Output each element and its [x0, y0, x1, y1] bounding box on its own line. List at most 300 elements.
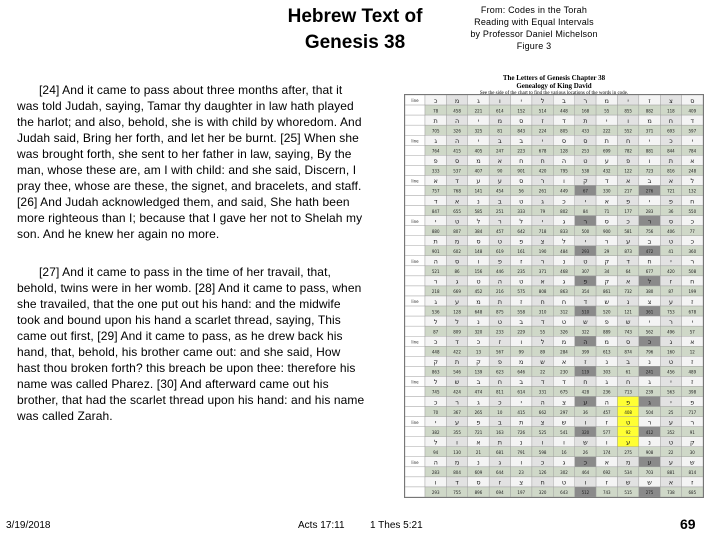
grid-cell-letter: י	[648, 197, 651, 206]
grid-cell-letter: ל	[540, 96, 545, 105]
grid-row-label: line	[411, 299, 419, 305]
grid-cell-letter: א	[433, 177, 438, 186]
grid-cell-letter: ל	[562, 237, 566, 246]
grid-cell-letter: צ	[647, 297, 652, 306]
grid-cell-number: 283	[431, 470, 440, 476]
grid-cell-letter: ל	[690, 177, 695, 186]
grid-cell-number: 408	[624, 409, 632, 415]
grid-cell-letter: א	[604, 197, 609, 206]
grid-cell-number: 567	[496, 349, 504, 355]
grid-cell-letter: ה	[540, 398, 545, 407]
grid-cell-letter: ל	[433, 378, 438, 387]
grid-cell-letter: ג	[562, 458, 566, 467]
grid-cell-number: 811	[496, 389, 504, 395]
grid-cell-letter: ח	[583, 378, 588, 387]
grid-cell-letter: י	[584, 237, 587, 246]
grid-row-label-cell	[405, 226, 425, 236]
grid-cell-number: 177	[624, 208, 632, 214]
grid-cell-number: 36	[668, 208, 674, 214]
grid-cell-letter: ג	[605, 378, 609, 387]
grid-cell-number: 802	[560, 208, 568, 214]
grid-cell-letter: ר	[583, 96, 588, 105]
grid-cell-letter: ס	[583, 137, 588, 146]
grid-cell-letter: ד	[690, 116, 695, 125]
grid-cell-letter: ב	[626, 358, 631, 367]
footer-date: 3/19/2018	[6, 520, 51, 531]
grid-cell-letter: ש	[454, 378, 460, 387]
grid-cell-letter: ח	[690, 197, 695, 206]
grid-cell-number: 163	[496, 429, 504, 435]
grid-cell-letter: ג	[455, 277, 459, 286]
grid-cell-number: 428	[581, 389, 590, 395]
grid-row-label-cell	[405, 266, 425, 276]
grid-cell-number: 303	[602, 369, 611, 375]
letter-grid	[405, 95, 703, 497]
grid-cell-letter: ה	[454, 116, 460, 125]
grid-cell-number: 30	[689, 449, 695, 455]
grid-cell-number: 360	[688, 248, 697, 254]
grid-cell-letter: ו	[648, 157, 651, 166]
slide-title	[250, 4, 460, 56]
grid-cell-letter: ד	[562, 116, 566, 125]
grid-cell-letter: ר	[540, 177, 545, 186]
grid-cell-number: 581	[624, 228, 632, 234]
grid-cell-letter: י	[520, 96, 522, 105]
grid-cell-number: 863	[431, 369, 440, 375]
grid-cell-letter: ז	[605, 478, 608, 487]
grid-cell-letter: ד	[455, 478, 459, 487]
grid-cell-number: 405	[474, 148, 483, 154]
grid-cell-number: 89	[540, 349, 546, 355]
grid-cell-letter: כ	[433, 96, 438, 105]
grid-cell-number: 721	[667, 188, 675, 194]
grid-row-label-cell	[405, 115, 425, 125]
grid-cell-letter: ה	[454, 137, 460, 146]
grid-cell-number: 161	[517, 248, 526, 254]
grid-cell-number: 10	[497, 409, 503, 415]
grid-cell-letter: ח	[690, 277, 695, 286]
grid-cell-number: 796	[645, 349, 654, 355]
grid-cell-letter: פ	[497, 257, 502, 266]
grid-cell-number: 552	[624, 128, 632, 134]
grid-cell-letter: ז	[605, 418, 608, 427]
grid-cell-letter: ע	[583, 398, 588, 407]
grid-cell-letter: צ	[519, 478, 524, 487]
grid-cell-number: 87	[433, 329, 439, 335]
grid-cell-letter: ר	[540, 257, 545, 266]
grid-cell-letter: ו	[520, 458, 523, 467]
grid-cell-number: 330	[602, 188, 611, 194]
grid-cell-letter: ת	[604, 137, 609, 146]
grid-cell-letter: א	[690, 157, 695, 166]
grid-cell-letter: ו	[605, 438, 608, 447]
grid-cell-number: 22	[668, 449, 674, 455]
grid-cell-letter: ב	[476, 378, 481, 387]
grid-cell-letter: ל	[519, 217, 524, 226]
grid-cell-letter: ה	[433, 458, 438, 467]
grid-cell-number: 302	[560, 470, 568, 476]
grid-cell-letter: ז	[498, 338, 501, 347]
grid-cell-letter: י	[670, 398, 672, 407]
grid-cell-letter: ר	[583, 217, 588, 226]
grid-cell-number: 472	[645, 248, 654, 254]
grid-cell-number: 901	[517, 168, 526, 174]
grid-cell-number: 489	[688, 369, 697, 375]
grid-cell-number: 141	[474, 188, 483, 194]
hebrew-letter-grid-figure	[404, 94, 704, 498]
grid-cell-number: 160	[667, 349, 675, 355]
grid-cell-number: 609	[474, 470, 483, 476]
grid-cell-number: 456	[667, 369, 675, 375]
grid-cell-number: 415	[453, 148, 461, 154]
grid-cell-letter: כ	[540, 458, 545, 467]
grid-cell-number: 847	[431, 208, 440, 214]
grid-cell-letter: י	[434, 217, 437, 226]
grid-cell-number: 217	[624, 188, 632, 194]
grid-cell-number: 536	[431, 309, 440, 315]
figure-heading-line: The Letters of Genesis Chapter 38	[502, 74, 606, 82]
grid-cell-number: 717	[688, 409, 697, 415]
grid-cell-number: 721	[474, 429, 483, 435]
grid-cell-number: 738	[667, 490, 675, 496]
grid-cell-letter: ט	[561, 478, 567, 487]
grid-cell-letter: ע	[455, 418, 460, 427]
grid-cell-letter: א	[668, 478, 674, 487]
grid-cell-number: 139	[474, 369, 483, 375]
grid-cell-letter: ל	[647, 277, 652, 286]
grid-cell-number: 562	[645, 329, 654, 335]
grid-cell-letter: י	[648, 137, 651, 146]
grid-cell-number: 782	[624, 148, 632, 154]
grid-cell-number: 861	[602, 289, 611, 295]
grid-cell-letter: ט	[497, 237, 502, 246]
grid-cell-number: 452	[474, 289, 483, 295]
grid-row-label: line	[411, 419, 419, 425]
grid-cell-number: 642	[517, 228, 526, 234]
grid-cell-number: 34	[604, 269, 610, 275]
grid-cell-number: 433	[581, 128, 590, 134]
grid-cell-letter: ב	[647, 177, 652, 186]
grid-cell-letter: כ	[690, 237, 695, 246]
grid-cell-number: 541	[560, 429, 568, 435]
grid-cell-letter: פ	[668, 197, 673, 206]
grid-cell-number: 598	[538, 449, 547, 455]
grid-cell-letter: פ	[626, 197, 631, 206]
grid-cell-number: 230	[560, 369, 568, 375]
grid-cell-letter: נ	[626, 297, 630, 306]
grid-row-label-cell	[405, 437, 425, 447]
grid-cell-letter: ז	[691, 478, 694, 487]
grid-cell-number: 87	[668, 289, 674, 295]
grid-cell-letter: ג	[434, 137, 438, 146]
grid-cell-number: 420	[538, 168, 547, 174]
grid-cell-letter: ו	[627, 116, 630, 125]
grid-cell-number: 67	[582, 188, 588, 194]
grid-cell-number: 575	[517, 289, 526, 295]
grid-cell-letter: י	[434, 418, 437, 427]
grid-cell-letter: ח	[540, 478, 545, 487]
grid-cell-number: 382	[431, 429, 440, 435]
page-number: 69	[680, 516, 696, 532]
grid-cell-number: 148	[474, 248, 483, 254]
grid-cell-letter: י	[691, 137, 694, 146]
grid-cell-number: 525	[538, 429, 547, 435]
grid-cell-number: 128	[453, 309, 461, 315]
grid-cell-letter: ר	[455, 398, 459, 407]
grid-cell-number: 454	[496, 188, 504, 194]
grid-cell-letter: ב	[647, 237, 652, 246]
grid-cell-number: 784	[688, 148, 697, 154]
grid-cell-letter: ז	[691, 378, 694, 387]
grid-row-label-cell	[405, 316, 425, 326]
grid-cell-letter: ז	[584, 358, 587, 367]
grid-cell-number: 235	[517, 269, 526, 275]
grid-cell-number: 882	[645, 108, 654, 114]
grid-cell-letter: נ	[648, 438, 651, 447]
grid-cell-number: 57	[689, 329, 695, 335]
grid-cell-number: 646	[517, 369, 526, 375]
grid-cell-number: 833	[560, 228, 568, 234]
grid-cell-number: 508	[688, 269, 697, 275]
grid-cell-number: 354	[581, 289, 590, 295]
grid-cell-letter: ט	[626, 418, 631, 427]
grid-cell-letter: ו	[563, 438, 565, 447]
grid-cell-letter: ל	[433, 317, 438, 326]
grid-cell-letter: ד	[455, 177, 459, 186]
grid-cell-letter: ד	[604, 177, 609, 186]
grid-cell-letter: ר	[647, 418, 652, 427]
grid-row-label: line	[411, 460, 419, 466]
grid-cell-letter: ז	[498, 478, 501, 487]
grid-cell-number: 662	[538, 409, 547, 415]
grid-cell-number: 558	[517, 309, 526, 315]
grid-cell-number: 156	[474, 269, 483, 275]
grid-cell-letter: ח	[626, 378, 631, 387]
grid-cell-letter: ק	[689, 438, 695, 447]
source-line: From: Codes in the Torah	[480, 5, 588, 15]
grid-cell-number: 500	[581, 228, 590, 234]
grid-cell-letter: ע	[476, 177, 481, 186]
grid-cell-number: 190	[538, 248, 547, 254]
grid-cell-number: 55	[604, 108, 610, 114]
grid-row-label-cell	[405, 236, 425, 246]
grid-cell-number: 36	[582, 409, 588, 415]
grid-cell-letter: ק	[583, 177, 588, 186]
grid-cell-letter: ח	[540, 297, 545, 306]
grid-cell-letter: נ	[519, 438, 523, 447]
grid-row-label-cell	[405, 427, 425, 437]
grid-cell-number: 814	[688, 470, 697, 476]
grid-cell-letter: ד	[562, 378, 566, 387]
grid-cell-number: 229	[517, 329, 526, 335]
grid-cell-number: 844	[667, 148, 675, 154]
grid-cell-letter: ס	[454, 157, 460, 166]
grid-cell-number: 261	[538, 188, 547, 194]
grid-cell-number: 23	[518, 470, 524, 476]
scripture-paragraph-2: [27] And it came to pass in the time of her travail, that, behold, twins were in her womb. [28] And it came to pass, when she travailed, that the one put out his hand: and the midwife took and bound upon his hand a scarlet thread, saying, This came out first, [29] And it came to pass, as he drew back his hand, that, behold, his brother came out: and she said, How hast thou broken forth? this breach be upon thee: therefore his name was called Pharez. [30] And afterward came out his brother, that had the scarlet thread upon his hand: and his name was called Zarah.	[17, 265, 365, 423]
grid-cell-letter: פ	[583, 277, 588, 286]
grid-cell-number: 757	[431, 188, 440, 194]
grid-cell-number: 275	[624, 449, 632, 455]
grid-cell-number: 678	[538, 148, 547, 154]
grid-cell-letter: י	[648, 317, 651, 326]
grid-cell-number: 223	[517, 148, 526, 154]
grid-cell-letter: ו	[584, 418, 587, 427]
grid-cell-letter: ז	[520, 257, 523, 266]
grid-cell-letter: י	[541, 217, 544, 226]
grid-cell-number: 99	[518, 349, 524, 355]
source-line: Figure 3	[516, 41, 552, 51]
grid-cell-letter: ו	[456, 438, 458, 447]
grid-cell-letter: ז	[669, 277, 673, 286]
grid-row-label: line	[411, 138, 419, 144]
grid-cell-letter: פ	[604, 317, 609, 326]
grid-cell-letter: ש	[625, 478, 631, 487]
grid-cell-number: 648	[474, 309, 483, 315]
source-line: by Professor Daniel Michelson	[470, 29, 598, 39]
grid-cell-number: 745	[431, 389, 440, 395]
grid-cell-letter: ש	[561, 418, 567, 427]
grid-cell-number: 685	[688, 490, 697, 496]
grid-cell-number: 367	[453, 409, 461, 415]
figure-heading-line: Genealogy of King David	[516, 82, 592, 90]
grid-cell-number: 415	[517, 409, 526, 415]
grid-cell-letter: ק	[604, 257, 610, 266]
grid-cell-letter: מ	[454, 237, 460, 246]
grid-cell-letter: א	[625, 277, 631, 286]
grid-cell-letter: נ	[477, 317, 480, 326]
grid-cell-letter: ב	[497, 418, 502, 427]
grid-cell-letter: א	[540, 277, 545, 286]
grid-cell-number: 768	[453, 188, 461, 194]
grid-cell-number: 538	[581, 168, 590, 174]
grid-cell-number: 613	[602, 349, 611, 355]
grid-cell-letter: ק	[433, 358, 439, 367]
grid-cell-letter: נ	[477, 197, 480, 206]
grid-cell-letter: ש	[625, 317, 631, 326]
grid-cell-number: 791	[517, 449, 526, 455]
grid-cell-number: 732	[624, 289, 632, 295]
grid-cell-number: 515	[624, 490, 632, 496]
grid-cell-letter: ס	[519, 177, 524, 186]
grid-cell-letter: מ	[476, 157, 481, 166]
grid-cell-number: 320	[581, 429, 590, 435]
grid-cell-number: 399	[581, 349, 590, 355]
grid-cell-number: 22	[540, 369, 546, 375]
grid-cell-number: 78	[433, 108, 439, 114]
grid-cell-letter: ה	[433, 257, 438, 266]
grid-cell-number: 692	[602, 470, 611, 476]
grid-cell-letter: מ	[604, 96, 609, 105]
grid-cell-letter: ס	[604, 217, 609, 226]
grid-cell-number: 320	[474, 329, 483, 335]
grid-row-label: line	[411, 218, 419, 224]
grid-cell-letter: ג	[562, 217, 566, 226]
grid-cell-number: 284	[560, 349, 568, 355]
grid-cell-letter: ח	[668, 116, 674, 125]
grid-cell-letter: ו	[520, 338, 523, 347]
grid-cell-number: 293	[431, 490, 440, 496]
grid-cell-letter: ה	[561, 157, 567, 166]
grid-cell-letter: י	[477, 137, 480, 146]
grid-cell-letter: פ	[626, 157, 631, 166]
grid-cell-number: 420	[667, 269, 675, 275]
grid-cell-letter: ש	[690, 458, 695, 467]
grid-cell-number: 534	[624, 470, 632, 476]
grid-cell-letter: א	[690, 338, 695, 347]
grid-cell-letter: י	[477, 116, 480, 125]
grid-cell-letter: ס	[476, 478, 481, 487]
grid-cell-number: 84	[582, 208, 588, 214]
grid-cell-letter: ר	[498, 217, 502, 226]
grid-cell-number: 755	[453, 490, 461, 496]
grid-cell-number: 409	[688, 108, 697, 114]
grid-cell-letter: ג	[477, 96, 480, 105]
grid-row-label-cell	[405, 125, 425, 135]
grid-cell-number: 424	[453, 389, 461, 395]
grid-cell-number: 764	[431, 148, 440, 154]
grid-cell-letter: ת	[454, 358, 460, 367]
grid-row-label-cell	[405, 366, 425, 376]
grid-cell-letter: י	[541, 137, 544, 146]
grid-cell-number: 253	[581, 148, 590, 154]
grid-cell-number: 61	[625, 369, 631, 375]
grid-cell-letter: פ	[690, 398, 695, 407]
grid-cell-letter: כ	[626, 217, 630, 226]
grid-cell-letter: ב	[497, 137, 502, 146]
grid-cell-letter: ג	[562, 277, 566, 286]
grid-cell-number: 510	[581, 309, 590, 315]
grid-cell-number: 126	[538, 470, 547, 476]
grid-row-label: line	[411, 98, 419, 104]
grid-cell-letter: ח	[497, 378, 502, 387]
grid-cell-letter: מ	[519, 358, 524, 367]
grid-cell-letter: פ	[476, 418, 481, 427]
grid-cell-number: 585	[474, 208, 483, 214]
grid-cell-number: 333	[517, 208, 526, 214]
grid-cell-letter: ס	[690, 96, 695, 105]
grid-cell-letter: ו	[434, 478, 437, 487]
grid-cell-letter: א	[625, 177, 631, 186]
grid-cell-number: 320	[538, 490, 547, 496]
grid-cell-letter: ע	[668, 418, 673, 427]
grid-cell-letter: ח	[626, 137, 631, 146]
grid-cell-number: 875	[496, 309, 504, 315]
grid-cell-number: 86	[454, 269, 460, 275]
grid-cell-number: 808	[538, 289, 547, 295]
grid-cell-number: 371	[538, 269, 547, 275]
grid-cell-number: 94	[433, 449, 439, 455]
footer-reference-thessalonians: 1 Thes 5:21	[370, 520, 423, 531]
grid-cell-number: 699	[602, 148, 611, 154]
grid-cell-number: 614	[517, 389, 526, 395]
grid-cell-number: 293	[581, 248, 590, 254]
title-line: Genesis 38	[304, 32, 406, 53]
grid-cell-number: 81	[497, 128, 503, 134]
grid-cell-number: 275	[645, 490, 654, 496]
grid-cell-letter: ע	[647, 458, 652, 467]
grid-cell-letter: ד	[455, 338, 459, 347]
grid-cell-number: 132	[688, 188, 697, 194]
grid-cell-letter: י	[670, 257, 672, 266]
grid-cell-number: 677	[645, 269, 654, 275]
grid-cell-letter: ה	[604, 398, 609, 407]
grid-cell-letter: ד	[540, 317, 545, 326]
grid-cell-number: 121	[624, 309, 632, 315]
grid-cell-number: 512	[581, 490, 590, 496]
grid-cell-letter: כ	[647, 338, 652, 347]
grid-cell-letter: ט	[668, 237, 674, 246]
